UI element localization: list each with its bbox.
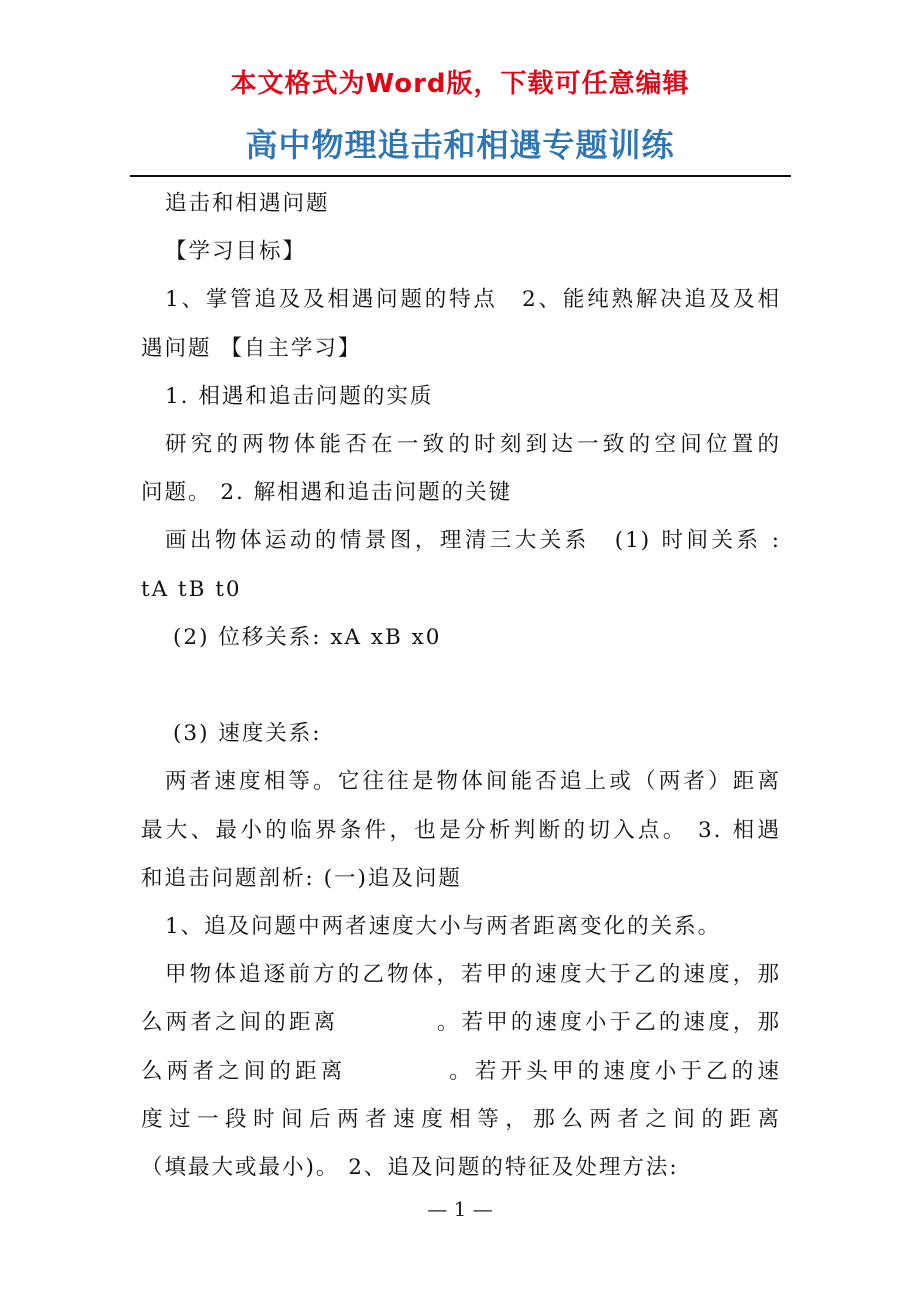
paragraph-line: 最大、最小的临界条件，也是分析判断的切入点。 3. 相遇 <box>141 817 781 843</box>
formula-line: (2) 位移关系: xA xB x0 <box>173 624 442 650</box>
paragraph-line: 和追击问题剖析: (一)追及问题 <box>141 865 462 891</box>
paragraph-line: 1、追及问题中两者速度大小与两者距离变化的关系。 <box>165 914 722 940</box>
paragraph-line: （填最大或最小)。 2、追及问题的特征及处理方法: <box>141 1155 679 1181</box>
paragraph-line: 研究的两物体能否在一致的时刻到达一致的空间位置的 <box>165 432 781 458</box>
paragraph-line: 度过一段时间后两者速度相等，那么两者之间的距离 <box>141 1106 781 1132</box>
document-title: 高中物理追击和相遇专题训练 <box>245 126 675 164</box>
section-heading: 追击和相遇问题 <box>165 191 330 216</box>
paragraph-line: 画出物体运动的情景图，理清三大关系 (1) 时间关系 : <box>165 528 781 554</box>
paragraph-line: 1、掌管追及及相遇问题的特点 2、能纯熟解决追及及相 <box>165 287 781 313</box>
page-number: — 1 — <box>427 1197 493 1221</box>
paragraph-line: 1. 相遇和追击问题的实质 <box>165 383 434 409</box>
paragraph-line: 么两者之间的距离 。若开头甲的速度小于乙的速 <box>141 1058 781 1084</box>
blank-space <box>141 662 781 710</box>
paragraph-line: 遇问题 【自主学习】 <box>141 335 362 361</box>
format-notice-banner: 本文格式为Word版，下载可任意编辑 <box>230 69 690 99</box>
paragraph-line: 两者速度相等。它往往是物体间能否追上或（两者）距离 <box>165 769 781 795</box>
formula-line: tA tB t0 <box>141 576 242 602</box>
learning-goals-heading: 【学习目标】 <box>165 239 307 265</box>
paragraph-line: (3) 速度关系: <box>173 721 322 747</box>
document-body <box>141 180 781 1192</box>
paragraph-line: 问题。 2. 解相遇和追击问题的关键 <box>141 480 513 506</box>
paragraph-line: 甲物体追逐前方的乙物体，若甲的速度大于乙的速度，那 <box>165 962 781 988</box>
title-divider <box>130 175 791 177</box>
paragraph-line: 么两者之间的距离 。若甲的速度小于乙的速度，那 <box>141 1010 781 1036</box>
